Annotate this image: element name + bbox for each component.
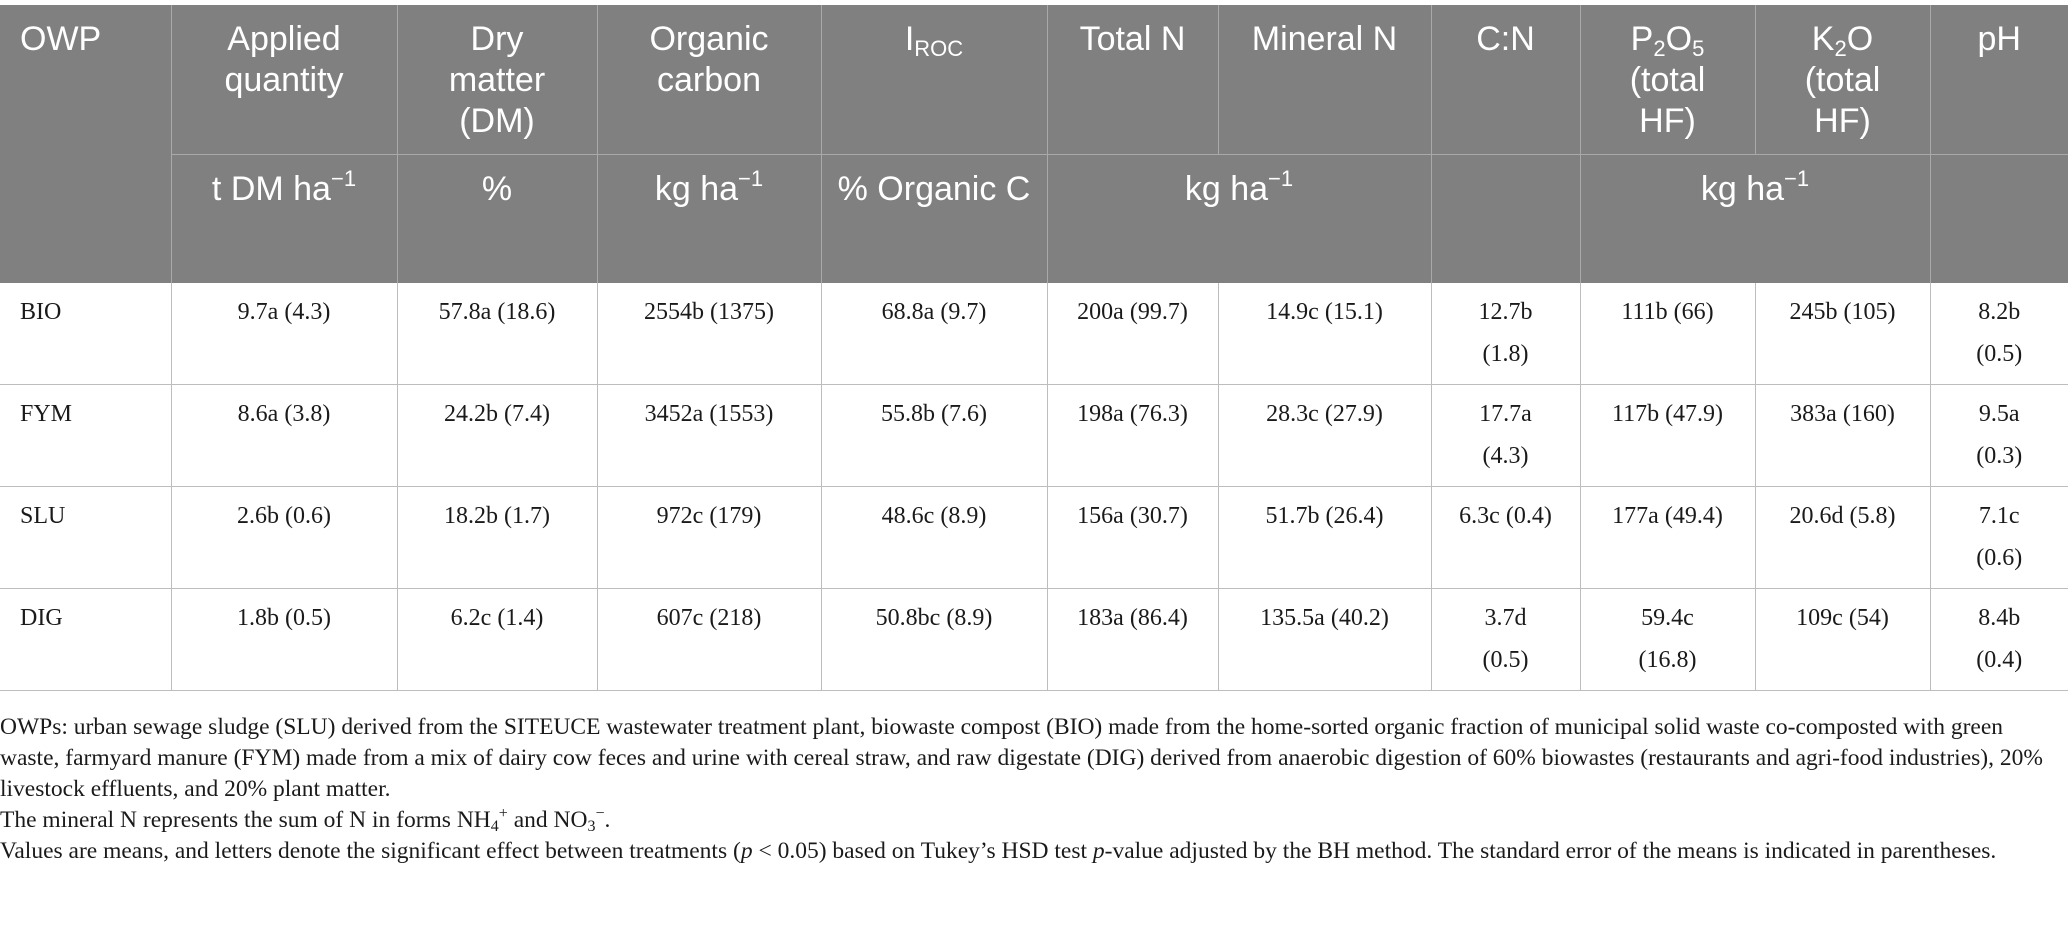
col-header-p2o5 [1580, 5, 1755, 155]
unit-organic-carbon-text: kg ha [654, 170, 739, 208]
cell-oc: 2554b (1375) [597, 283, 821, 385]
table-row [0, 283, 2068, 385]
col-header-organic-carbon: Organic carbon [597, 5, 821, 155]
cell-owp: DIG [0, 588, 171, 690]
cell-p2o5 [1580, 588, 1755, 690]
cell-iroc: 55.8b (7.6) [821, 384, 1047, 486]
cell-c-n [1431, 588, 1580, 690]
cell-p2o5-line-2: (16.8) [1638, 646, 1697, 673]
cell-c-n-line-2: (4.3) [1482, 442, 1529, 469]
cell-oc: 607c (218) [597, 588, 821, 690]
cell-k2o: 383a (160) [1755, 384, 1930, 486]
cell-oc: 972c (179) [597, 486, 821, 588]
footnote-mineral-text-2: and NO [507, 807, 588, 833]
header-row-names [0, 5, 2068, 155]
cell-ph [1930, 283, 2068, 385]
cell-k2o: 245b (105) [1755, 283, 1930, 385]
footnote-values-text-3: -value adjusted by the BH method. The standard error of the means is indicated in parentheses. [1104, 838, 1997, 864]
footnote-mineral-text-1: The mineral N represents the sum of N in forms NH [0, 807, 491, 833]
cell-c-n [1431, 486, 1580, 588]
cell-ph [1930, 486, 2068, 588]
cell-dm: 6.2c (1.4) [397, 588, 597, 690]
p2o5-sub-1: 2 [1653, 36, 1666, 61]
footnote-values-text-2: < 0.05) based on Tukey’s HSD test [752, 838, 1093, 864]
cell-oc: 3452a (1553) [597, 384, 821, 486]
cell-c-n-line-1: 12.7b [1478, 298, 1533, 325]
cell-ph-line-2: (0.6) [1976, 544, 2023, 571]
col-header-owp: OWP [0, 5, 171, 283]
cell-total-n: 183a (86.4) [1047, 588, 1218, 690]
unit-applied-quantity-text: t DM ha [211, 170, 331, 208]
unit-iroc: % Organic C [821, 155, 1047, 283]
footnote-values-text-1: Values are means, and letters denote the significant effect between treatments ( [0, 838, 741, 864]
p2o5-line-3: HF) [1639, 102, 1696, 140]
col-header-dry-matter [397, 5, 597, 155]
unit-organic-carbon [597, 155, 821, 283]
cell-ph-line-1: 8.2b [1978, 298, 2021, 325]
cell-applied: 8.6a (3.8) [171, 384, 397, 486]
cell-applied: 1.8b (0.5) [171, 588, 397, 690]
unit-dry-matter: % [397, 155, 597, 283]
cell-p2o5-line-1: 177a (49.4) [1612, 502, 1723, 529]
footnote-nh4-sub: 4 [490, 818, 499, 835]
p2o5-line-2: (total [1629, 61, 1706, 99]
footnote-mineral-n [0, 805, 2050, 836]
col-header-total-n: Total N [1047, 5, 1218, 155]
footnote-p-italic-1: p [740, 838, 753, 864]
col-header-applied-quantity: Applied quantity [171, 5, 397, 155]
k2o-line-2: (total [1804, 61, 1881, 99]
footnote-no3-sup: − [595, 805, 605, 822]
k2o-k: K [1811, 20, 1835, 58]
unit-ph [1930, 155, 2068, 283]
cell-applied: 2.6b (0.6) [171, 486, 397, 588]
table-footnotes [0, 712, 2050, 867]
cell-k2o: 20.6d (5.8) [1755, 486, 1930, 588]
unit-pk-group-text: kg ha [1700, 170, 1785, 208]
cell-c-n [1431, 283, 1580, 385]
unit-applied-quantity-sup: −1 [330, 166, 357, 191]
p2o5-p: P [1630, 20, 1654, 58]
unit-n-group [1047, 155, 1431, 283]
cell-mineral-n: 135.5a (40.2) [1218, 588, 1431, 690]
cell-ph-line-2: (0.4) [1976, 646, 2023, 673]
unit-n-group-text: kg ha [1184, 170, 1269, 208]
cell-c-n-line-1: 3.7d [1484, 604, 1527, 631]
cell-c-n [1431, 384, 1580, 486]
cell-dm: 18.2b (1.7) [397, 486, 597, 588]
cell-dm: 24.2b (7.4) [397, 384, 597, 486]
cell-ph-line-2: (0.5) [1976, 340, 2023, 367]
cell-ph-line-2: (0.3) [1976, 442, 2023, 469]
k2o-o: O [1846, 20, 1874, 58]
dry-matter-line-2: matter [448, 61, 546, 99]
iroc-base: I [904, 20, 915, 58]
unit-organic-carbon-sup: −1 [738, 166, 764, 191]
cell-ph-line-1: 9.5a [1978, 400, 2020, 427]
unit-n-group-sup: −1 [1268, 166, 1294, 191]
cell-iroc: 48.6c (8.9) [821, 486, 1047, 588]
dry-matter-line-1: Dry [470, 20, 524, 58]
k2o-sub: 2 [1834, 36, 1847, 61]
cell-total-n: 156a (30.7) [1047, 486, 1218, 588]
cell-applied: 9.7a (4.3) [171, 283, 397, 385]
p2o5-o: O [1665, 20, 1693, 58]
cell-mineral-n: 14.9c (15.1) [1218, 283, 1431, 385]
k2o-line-3: HF) [1814, 102, 1871, 140]
unit-applied-quantity [171, 155, 397, 283]
iroc-subscript: ROC [914, 36, 964, 61]
cell-ph [1930, 384, 2068, 486]
cell-c-n-line-2: (1.8) [1482, 340, 1529, 367]
col-header-ph: pH [1930, 5, 2068, 155]
unit-pk-group [1580, 155, 1930, 283]
p2o5-sub-2: 5 [1692, 36, 1705, 61]
cell-p2o5-line-1: 59.4c [1641, 604, 1694, 631]
cell-p2o5 [1580, 283, 1755, 385]
cell-p2o5 [1580, 384, 1755, 486]
col-header-iroc [821, 5, 1047, 155]
cell-iroc: 68.8a (9.7) [821, 283, 1047, 385]
cell-dm: 57.8a (18.6) [397, 283, 597, 385]
footnote-nh4-sup: + [498, 805, 508, 822]
col-header-k2o [1755, 5, 1930, 155]
footnote-owps: OWPs: urban sewage sludge (SLU) derived from the SITEUCE wastewater treatment plant, biowaste compost (BIO) made from the home-sorted organic fraction of municipal solid waste co-composted with green waste, farmyard manure (FYM) made from a mix of dairy cow feces and urine with cereal straw, and raw digestate (DIG) derived from anaerobic digestion of 60% biowastes (restaurants and agri-food industries), 20% livestock effluents, and 20% plant matter. [0, 714, 2043, 802]
cell-ph-line-1: 7.1c [1978, 502, 2020, 529]
cell-mineral-n: 51.7b (26.4) [1218, 486, 1431, 588]
cell-iroc: 50.8bc (8.9) [821, 588, 1047, 690]
cell-c-n-line-2: (0.5) [1482, 646, 1529, 673]
unit-pk-group-sup: −1 [1784, 166, 1810, 191]
cell-p2o5-line-1: 117b (47.9) [1611, 400, 1724, 427]
col-header-c-n: C:N [1431, 5, 1580, 155]
unit-c-n [1431, 155, 1580, 283]
col-header-mineral-n: Mineral N [1218, 5, 1431, 155]
owp-properties-table [0, 5, 2068, 691]
dry-matter-line-3: (DM) [459, 102, 535, 140]
footnote-mineral-text-3: . [604, 807, 611, 833]
cell-total-n: 198a (76.3) [1047, 384, 1218, 486]
table-row [0, 486, 2068, 588]
footnote-no3-sub: 3 [587, 818, 596, 835]
header-row-units [0, 155, 2068, 283]
table-row [0, 588, 2068, 690]
cell-owp: FYM [0, 384, 171, 486]
cell-p2o5-line-1: 111b (66) [1621, 298, 1714, 325]
cell-mineral-n: 28.3c (27.9) [1218, 384, 1431, 486]
cell-c-n-line-1: 17.7a [1479, 400, 1532, 427]
cell-ph-line-1: 8.4b [1978, 604, 2021, 631]
footnote-p-italic-2: p [1092, 838, 1105, 864]
table-row [0, 384, 2068, 486]
cell-total-n: 200a (99.7) [1047, 283, 1218, 385]
cell-c-n-line-1: 6.3c (0.4) [1459, 502, 1552, 529]
footnote-values [0, 836, 2050, 867]
cell-p2o5 [1580, 486, 1755, 588]
cell-owp: SLU [0, 486, 171, 588]
cell-owp: BIO [0, 283, 171, 385]
cell-k2o: 109c (54) [1755, 588, 1930, 690]
cell-ph [1930, 588, 2068, 690]
